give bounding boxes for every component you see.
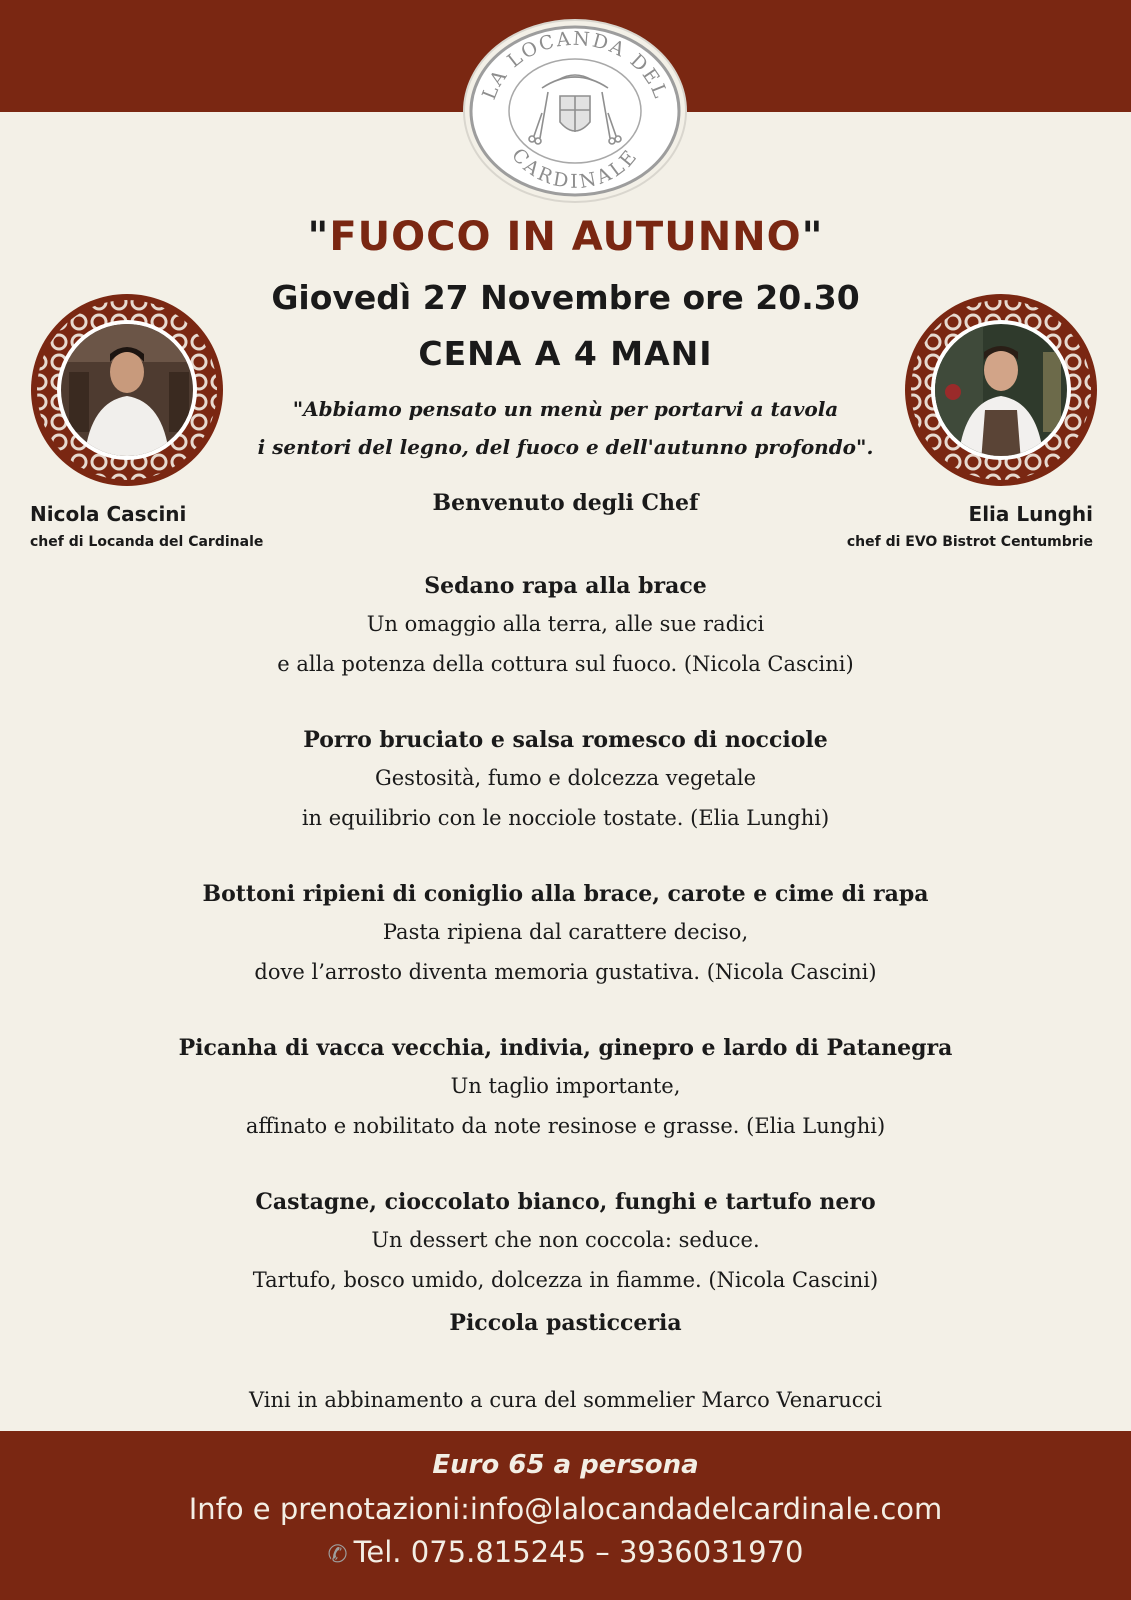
wine-pairing-note: Vini in abbinamento a cura del sommelier Marco Venarucci xyxy=(248,1388,882,1412)
dish-description: Pasta ripiena dal carattere deciso, xyxy=(382,920,749,944)
dish-name: Picanha di vacca vecchia, indivia, ginepro e lardo di Patanegra xyxy=(178,1035,953,1061)
event-title: "FUOCO IN AUTUNNO" xyxy=(307,214,824,260)
locanda-logo xyxy=(462,18,688,204)
dish-description: affinato e nobilitato da note resinose e grasse. (Elia Lunghi) xyxy=(245,1114,886,1138)
pasticceria-item: Piccola pasticceria xyxy=(449,1310,682,1336)
dish-description: in equilibrio con le nocciole tostate. (Elia Lunghi) xyxy=(301,806,830,830)
menu-item xyxy=(0,568,1131,684)
dish-name: Bottoni ripieni di coniglio alla brace, carote e cime di rapa xyxy=(202,881,929,907)
welcome-heading: Benvenuto degli Chef xyxy=(432,490,699,516)
chef-role-elia: chef di EVO Bistrot Centumbrie xyxy=(846,534,1093,550)
dish-description: Un omaggio alla terra, alle sue radici xyxy=(366,612,765,636)
dish-description: Gestosità, fumo e dolcezza vegetale xyxy=(374,766,757,790)
event-quote: "Abbiamo pensato un menù per portarvi a tavola i sentori del legno, del fuoco e dell'autunno profondo". xyxy=(257,397,874,459)
dish-description: Tartufo, bosco umido, dolcezza in fiamme. (Nicola Cascini) xyxy=(252,1268,879,1292)
dish-name: Sedano rapa alla brace xyxy=(424,573,707,599)
chef-role-nicola: chef di Locanda del Cardinale xyxy=(30,534,264,550)
dish-description: e alla potenza della cottura sul fuoco. (Nicola Cascini) xyxy=(277,652,854,676)
phone-line[interactable]: ✆ Tel. 075.815245 – 3936031970 xyxy=(327,1535,804,1569)
menu-item xyxy=(0,1184,1131,1300)
menu-list xyxy=(0,568,1131,1300)
event-date: Giovedì 27 Novembre ore 20.30 xyxy=(271,278,860,317)
event-subtitle: CENA A 4 MANI xyxy=(418,334,713,373)
dish-description: Un taglio importante, xyxy=(450,1074,681,1098)
menu-item xyxy=(0,722,1131,838)
logo-text-top: LA LOCANDA DEL xyxy=(478,27,672,103)
logo-text-bottom: CARDINALE xyxy=(507,144,643,193)
price-label: Euro 65 a persona xyxy=(432,1450,699,1480)
dish-description: Un dessert che non coccola: seduce. xyxy=(371,1228,760,1252)
chef-name-nicola: Nicola Cascini xyxy=(30,502,187,526)
booking-info[interactable]: Info e prenotazioni:info@lalocandadelcardinale.com xyxy=(188,1492,943,1526)
menu-item xyxy=(0,876,1131,992)
menu-item xyxy=(0,1030,1131,1146)
phone-icon: ✆ xyxy=(327,1540,348,1568)
chef-photo-elia xyxy=(903,292,1099,488)
dish-name: Castagne, cioccolato bianco, funghi e tartufo nero xyxy=(255,1189,876,1215)
chef-photo-nicola xyxy=(29,292,225,488)
chef-name-elia: Elia Lunghi xyxy=(968,502,1093,526)
dish-description: dove l’arrosto diventa memoria gustativa. (Nicola Cascini) xyxy=(254,960,877,984)
dish-name: Porro bruciato e salsa romesco di nocciole xyxy=(303,727,828,753)
